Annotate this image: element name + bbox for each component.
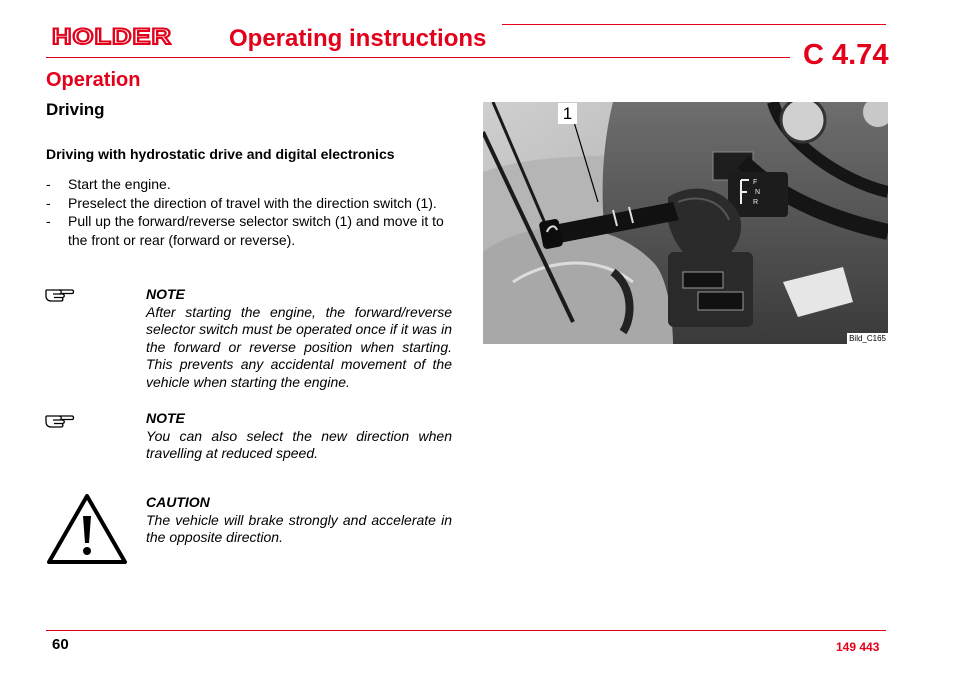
section-title: Operation [46, 69, 141, 91]
note-label: NOTE [146, 286, 185, 302]
step-text: Pull up the forward/reverse selector switch (1) and move it to the front or rear (forward or reverse). [68, 213, 444, 248]
figure-callout-label: 1 [558, 103, 577, 124]
caution-label: CAUTION [146, 494, 210, 510]
pointing-hand-icon [45, 284, 75, 307]
chapter-code: C 4.74 [803, 39, 889, 71]
step-text: Start the engine. [68, 176, 171, 192]
list-item [46, 194, 456, 213]
step-list [46, 175, 456, 249]
brand-logo: HOLDER [52, 24, 172, 49]
document-title: Operating instructions [229, 25, 487, 52]
vehicle-cockpit-photo [483, 102, 888, 344]
pointing-hand-icon [45, 410, 75, 433]
subsubsection-title: Driving with hydrostatic drive and digital electronics [46, 146, 395, 162]
warning-triangle-icon [45, 492, 129, 571]
list-bullet: - [46, 194, 51, 211]
step-text: Preselect the direction of travel with the direction switch (1). [68, 194, 437, 211]
note-block [146, 286, 452, 392]
footer-rule [46, 630, 886, 631]
shifter-mark-neutral: N [755, 189, 761, 196]
note-label: NOTE [146, 410, 185, 426]
subsection-title: Driving [46, 100, 105, 119]
list-item [46, 175, 456, 194]
note-text: After starting the engine, the forward/reverse selector switch must be operated once if it was in the forward or reverse position when starting. This prevents any accidental movement of the vehicle when starting the engine. [146, 303, 452, 390]
header-rule [46, 57, 790, 58]
shifter-mark-forward: F [753, 179, 758, 186]
shifter-mark-reverse: R [753, 199, 759, 206]
list-item [46, 212, 456, 249]
document-number: 149 443 [836, 640, 880, 654]
figure-caption: Bild_C165 [849, 334, 886, 343]
note-text: You can also select the new direction when travelling at reduced speed. [146, 427, 452, 462]
caution-block [146, 494, 452, 547]
caution-text: The vehicle will brake strongly and accelerate in the opposite direction. [146, 511, 452, 546]
list-bullet: - [46, 176, 51, 192]
list-bullet: - [46, 213, 51, 229]
note-block [146, 410, 452, 463]
top-rule [502, 24, 886, 25]
page-number: 60 [52, 636, 69, 653]
